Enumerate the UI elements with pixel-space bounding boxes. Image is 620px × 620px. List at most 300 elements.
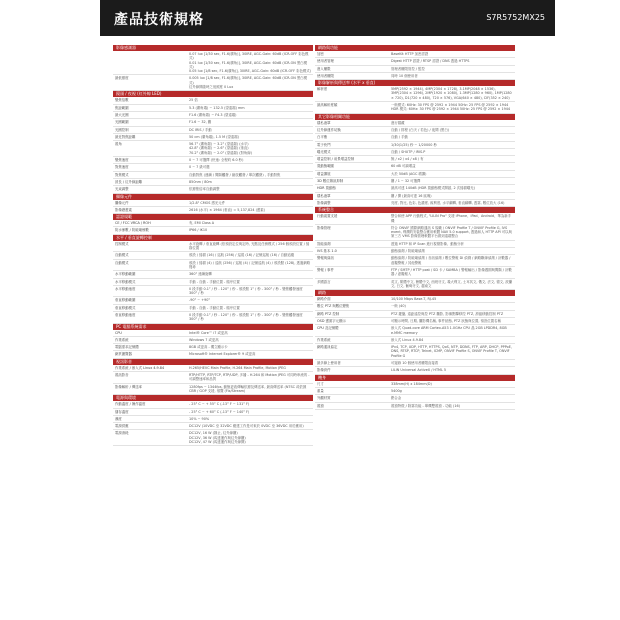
- spec-row: [113, 271, 313, 278]
- spec-row: [315, 403, 515, 410]
- spec-label: 網路介面: [317, 297, 331, 302]
- spec-row: [113, 112, 313, 119]
- spec-value: [389, 381, 515, 387]
- spec-label: 電腦需求記憶體: [115, 345, 139, 350]
- spec-row: [113, 344, 313, 351]
- spec-value-line: 管理者權限管控 / 監控: [391, 66, 425, 71]
- spec-row: [315, 325, 515, 337]
- spec-value-line: 大於 50dB (AGC 增擴): [391, 171, 427, 176]
- spec-value-line: 手動 - 自動 - 手動位置 - 循序位置: [189, 279, 240, 284]
- spec-value-line: 一般 (40): [391, 304, 406, 309]
- spec-value: [187, 164, 313, 170]
- spec-label: 視角: [115, 142, 122, 147]
- spec-row: [315, 395, 515, 402]
- spec-label: 智能偵測: [317, 241, 331, 246]
- spec-label: 影像套件: [317, 368, 331, 373]
- spec-value-line: H.265/HEVC Main Profile, H.264 Main Profile, Motion JPEG: [189, 365, 286, 370]
- section-header: 影像感測器: [113, 45, 313, 51]
- spec-value: [389, 142, 515, 148]
- spec-value: [187, 141, 313, 156]
- spec-value-line: 5MP(2592 × 1944), 4MP(2304 × 1728), 3.1MP(2048 × 1536), 3MP(2304 × 1296), 2MP(1920 × 1080), 1.3MP(1280 × 960), 1MP(1280 × 720), D1(720 × 480), 720 × 576), VGA(640 × 480), CIF(352 × 240): [391, 87, 512, 100]
- spec-value: [389, 241, 515, 247]
- spec-label: 視窗: [317, 403, 324, 408]
- spec-value-line: 0.05 lux [1/8 sec, F1.6(廣角)], 30IRE, AGC-Gain: 60dB (ICR-OFF 彩色模式): [189, 69, 311, 74]
- spec-label: 垂直移動範圍: [115, 298, 136, 303]
- spec-label: 電源供應: [115, 424, 129, 429]
- spec-row: [315, 318, 515, 325]
- spec-row: [315, 58, 515, 65]
- spec-value: [187, 179, 313, 185]
- spec-value: [187, 75, 313, 90]
- spec-value: [187, 200, 313, 206]
- spec-label: 曝光模式: [317, 149, 331, 154]
- spec-value-line: DC12V, 47 W (馬達運作與紅外線開): [189, 440, 246, 445]
- spec-label: HDR 寬動態: [317, 186, 336, 191]
- spec-label: 進入權限: [317, 66, 331, 71]
- spec-label: 對焦速度: [115, 165, 129, 170]
- spec-value: [187, 416, 313, 422]
- spec-label: 多國語言: [317, 279, 331, 284]
- spec-value-line: 1/30(1/25) 秒 ~ 1/20000 秒: [391, 142, 437, 147]
- spec-value-line: Digest HTTP 認證 / RTSP 認證 / DNS 透過 HTTPS: [391, 59, 470, 64]
- spec-value-line: 預設 / 掃描 (16) / 巡航 (256) / 巡視 (16) / 記憶巡航 (16) / 自動追蹤: [189, 253, 295, 258]
- spec-label: 解析度: [317, 87, 328, 92]
- spec-row: [113, 330, 313, 337]
- spec-row: [113, 409, 313, 416]
- spec-value-line: 0 段手動 0.1° / 秒 - 120° / 秒 - 預設點 1° / 秒 - 300° / 秒 - 變焦觸發速度 300° / 秒: [189, 312, 303, 322]
- spec-value: [187, 372, 313, 383]
- spec-value-line: - 25° C ~ + 60° C (-13° F ~ 140° F): [189, 409, 250, 414]
- spec-value-line: 手動 - 自動 - 手動位置 - 循序位置: [189, 305, 240, 310]
- spec-value-line: 自動 / SHUTP / IRIS.P: [391, 149, 426, 154]
- spec-value-line: Intel® Core™ i7 或更高: [189, 330, 228, 335]
- spec-value-line: Microsoft® Internet Explorer® 9 或更高: [189, 352, 256, 357]
- spec-label: 網路 PTZ 控制: [317, 311, 340, 316]
- spec-label: 增益控制 / 前景增益控制: [317, 157, 355, 162]
- section-header: 網路與功能: [315, 45, 515, 51]
- spec-value: [187, 330, 313, 336]
- spec-label: 作業系統: [317, 337, 331, 342]
- spec-label: OSD 畫面字元顯示: [317, 318, 346, 323]
- spec-value-line: BaseKit HTTP 加密認證: [391, 52, 429, 56]
- spec-value-line: 一般模式: 60Hz: 30 FPS @ 2592 × 1944 50Hz: 25 FPS @ 2592 × 1944: [391, 103, 509, 108]
- spec-row: [113, 312, 313, 324]
- spec-value: [389, 248, 515, 254]
- spec-row: [113, 179, 313, 186]
- spec-label: 數位 PTZ 與數位變焦: [317, 304, 350, 309]
- spec-row: [315, 360, 515, 367]
- section-header: 攝像元件: [113, 194, 313, 200]
- spec-label: 變焦倍數: [115, 98, 129, 103]
- spec-value: [187, 241, 313, 252]
- spec-row: [315, 303, 515, 310]
- spec-value-line: 60 dB 可調增益: [391, 164, 416, 169]
- spec-label: 光圈範圍: [115, 120, 129, 125]
- spec-label: 自動模式: [115, 253, 129, 258]
- spec-value: [389, 318, 515, 324]
- spec-value: [187, 337, 313, 343]
- spec-label: 最高解析度幀: [317, 103, 338, 108]
- spec-row: [113, 401, 313, 408]
- spec-value: [187, 344, 313, 350]
- spec-label: 攝像元件: [115, 200, 129, 205]
- spec-row: [315, 142, 515, 149]
- spec-value: [187, 51, 313, 74]
- spec-row: [315, 225, 515, 241]
- spec-value-line: 360° 連續旋轉: [189, 272, 212, 277]
- spec-row: [113, 241, 313, 253]
- spec-value-line: F1.6 ~ 32, 關: [189, 120, 212, 125]
- spec-label: 對焦模式: [115, 172, 129, 177]
- spec-value: [187, 312, 313, 323]
- spec-value-line: 338mm(H) x 184mm(D): [391, 381, 432, 386]
- spec-label: 最多線上使用者: [317, 361, 341, 366]
- spec-value: [389, 337, 515, 343]
- spec-value-line: 視窗特徵 / 除霧功能 - 單機雙視窗 - 功能 (16): [391, 403, 460, 408]
- spec-label: 網頁瀏覽器: [115, 352, 132, 357]
- spec-value: [187, 401, 313, 407]
- spec-value: [187, 279, 313, 285]
- spec-row: [113, 119, 313, 126]
- spec-value: [389, 178, 515, 184]
- spec-value-line: 50 cm (廣角端), 1.5 M (望遠端): [189, 134, 239, 139]
- spec-value-line: -90° ~ +90°: [189, 298, 211, 303]
- spec-value: [187, 186, 313, 192]
- spec-value-line: 依據焦倍率自動調整: [189, 187, 220, 192]
- section-header: PC 電腦系統需求: [113, 324, 313, 330]
- spec-value-line: 亮度, 對比, 色彩, 色濃度, 銳利度, 水平翻轉, 垂直翻轉, 透霧, 數位放大 (16): [391, 200, 505, 205]
- spec-row: [315, 200, 515, 207]
- spec-value-line: 透過 HTTP 和 IP Scan 進行視覺影像、動態分析: [391, 241, 464, 246]
- section-header: 電源與環境: [113, 395, 313, 401]
- spec-label: 加密: [317, 52, 324, 56]
- spec-value: [389, 73, 515, 79]
- spec-label: 尺寸: [317, 381, 324, 386]
- spec-value-line: 10% ~ 90%: [189, 416, 210, 421]
- spec-row: [315, 311, 515, 318]
- spec-value-line: DC12V, 16 W (靜止, 紅外線關): [189, 431, 238, 436]
- spec-label: 焦距範圍: [115, 105, 129, 110]
- spec-value-line: 0.01 lux [1/30 sec, F1.6(廣角)], 30IRE, AGC-Gain: 60dB (ICR-ON 黑白模式): [189, 60, 308, 69]
- spec-label: 波長 / 紅外線距離: [115, 179, 143, 184]
- spec-value-line: 水平旋轉 / 垂直旋轉 (依預設定位與定時, 光點及任務模式 / 256 個預設位置 / 掃描位置: [189, 241, 310, 251]
- spec-label: 影像管理: [317, 225, 331, 230]
- spec-value-line: 預設 / 掃描 (4) / 巡航 (256) / 巡航 (4) / 記憶巡航 (4) / 預設點 (128), 透過網路搜尋: [189, 260, 311, 269]
- spec-row: [315, 185, 515, 192]
- spec-row: [113, 286, 313, 298]
- spec-label: 防水係數 / 防破壞係數: [115, 228, 149, 233]
- spec-value: [187, 157, 313, 163]
- spec-label: 寬動態範圍: [317, 164, 334, 169]
- spec-row: [113, 97, 313, 104]
- spec-value-line: RTP/HTTP, RTP/TCP, RTP/UDP, 多播 - H.264 和 Motion JPEG 可同時串流的 - 可調整速率和品質: [189, 373, 310, 382]
- spec-value-line: 0 ~ 7 可選擇 (快速: 全程約 6.0 秒): [189, 158, 244, 163]
- header-bar: [100, 0, 555, 36]
- spec-value: [389, 303, 515, 309]
- spec-value-line: 0 ~ 7 級可選: [189, 165, 210, 170]
- spec-value: [187, 227, 313, 233]
- spec-value-line: FTP / SMTP / HTTP post / SD 卡 / SAMBA / 警報輸出 / 影像週期與間隔 / 計數器 / 虛擬報入: [391, 267, 512, 277]
- spec-value-line: 紅外線開啟時之低照度 0 Lux: [189, 85, 234, 90]
- spec-value-line: 1/2.8" CMOS 感光元件: [189, 200, 226, 205]
- spec-row: [113, 200, 313, 207]
- spec-row: [113, 384, 313, 396]
- spec-row: [315, 66, 515, 73]
- spec-row: [315, 344, 515, 360]
- spec-value-line: DC12V (10VDC 至 32VDC 應建工作是可來於 0VDC 至 36VDC 用於應用): [189, 424, 304, 429]
- spec-label: [113, 51, 187, 74]
- spec-value-line: IP66 / IK10: [189, 228, 208, 233]
- spec-row: [113, 430, 313, 446]
- spec-value: [389, 311, 515, 317]
- spec-row: [113, 186, 313, 193]
- spec-value: [187, 127, 313, 133]
- spec-value: [187, 112, 313, 118]
- section-header: 水平 / 垂直旋轉控制: [113, 235, 313, 241]
- spec-label: 垂直移動速度: [115, 312, 136, 317]
- spec-row: [315, 73, 515, 80]
- section-header: 其它影像相關功能: [315, 114, 515, 120]
- spec-value: [187, 271, 313, 277]
- spec-row: [113, 141, 313, 157]
- spec-label: 光束調整: [115, 187, 129, 192]
- spec-value-line: 70.2° (廣角端) ~ 2.0° (望遠端) (對角線): [189, 150, 253, 155]
- spec-value-line: 英文, 繁體中文, 簡體中文, 西班牙文, 義大利文, 土耳其文, 俄文, 法文, 德文, 波蘭文, 日文, 葡萄牙文, 越南文: [391, 279, 513, 288]
- spec-row: [113, 305, 313, 312]
- spec-row: [315, 156, 515, 163]
- spec-value: [389, 296, 515, 302]
- spec-value-line: 整合和使 APP 行動程式, "LILIN Pro" 支援 iPhone、iPad、Android、華為新手機: [391, 214, 512, 223]
- spec-value: [389, 403, 515, 409]
- spec-value-line: 自動 / 排程 (白天 / 若色) / 夜間 (黑白): [391, 127, 450, 132]
- spec-row: [315, 267, 515, 279]
- spec-value: [187, 409, 313, 415]
- spec-row: [315, 255, 515, 267]
- spec-label: 紅外線運作切換: [317, 127, 341, 132]
- section-header: 視訊影音: [113, 359, 313, 365]
- spec-row: [315, 149, 515, 156]
- spec-value-line: 符合 ONVIF 國際網路通訊 S 規範 / ONVIF Profile T / ONVIF Profile G, IVS event, 利潤的安裝整合應用軟體 NAV 5.0 support, 透過和人 HTTP API 可以與第三方 VMS 影像管理軟體平台做到遠端整合: [391, 225, 512, 239]
- spec-row: [315, 279, 515, 291]
- spec-value-line: 8GB 或更高 - 獨立顯示卡: [189, 345, 228, 350]
- spec-value-line: 關 / 1 ~ 32 可選擇: [391, 179, 421, 184]
- spec-label: 儲存溫度: [115, 409, 129, 414]
- spec-row: [315, 213, 515, 225]
- spec-value: [187, 351, 313, 357]
- spec-label: 垂直移動模式: [115, 305, 136, 310]
- spec-value-line: 自動 / 手動: [391, 135, 408, 140]
- spec-row: [113, 337, 313, 344]
- spec-row: [113, 227, 313, 234]
- spec-value-line: 0 段手動 0.1° / 秒 - 120° / 秒 - 預設點 1° / 秒 - 300° / 秒 - 變焦觸發速度 300° / 秒: [189, 286, 303, 296]
- spec-value: [389, 51, 515, 57]
- spec-value-line: 嵌入式 Quad-core ARM Cortex-A53 1.0GHz CPU 晶 2GB LPDDR4, 8GB e.MMC memory: [391, 326, 507, 335]
- spec-value-line: F1.6 (廣角端) ~ F4.3 (望遠端): [189, 112, 237, 117]
- spec-row: [113, 105, 313, 112]
- spec-value: [187, 134, 313, 140]
- spec-row: [315, 193, 515, 200]
- spec-label: 外觀材質: [317, 396, 331, 401]
- spec-label: CE / FCC VRCA / ROH: [115, 221, 151, 226]
- spec-row: [113, 172, 313, 179]
- spec-label: 作動溫度 / 操作溫度: [115, 402, 146, 407]
- spec-value-line: 有, EMI Class A: [189, 221, 215, 226]
- spec-value: [187, 220, 313, 226]
- spec-value-line: 進行隱藏: [391, 120, 405, 125]
- spec-value-line: 可邊緣 10 個使用者權限直接看: [391, 361, 439, 366]
- spec-row: [315, 241, 515, 248]
- spec-label: 影像解析 / 傳送率: [115, 384, 143, 389]
- spec-value: [389, 86, 515, 101]
- spec-value: [187, 207, 313, 213]
- spec-label: 重量: [317, 388, 324, 393]
- spec-value: [389, 360, 515, 366]
- spec-value-line: 動態偵測 / 防破壞偵測 / 音訊偵測 / 數位警報 DI 偵測 / 網路斷線偵測 / 計數器 / 虛擬警報 / 其他警報: [391, 256, 511, 265]
- spec-row: [315, 86, 515, 102]
- spec-label: 水平移動模式: [115, 279, 136, 284]
- spec-value: [187, 365, 313, 371]
- section-header: 系統整合: [315, 207, 515, 213]
- spec-label: 網路通訊協定: [317, 345, 338, 350]
- spec-row: [113, 260, 313, 272]
- spec-label: 最近對焦距離: [115, 134, 136, 139]
- spec-row: [315, 127, 515, 134]
- spec-value: [187, 119, 313, 125]
- spec-value-line: DC12V, 36 W (馬達運作與紅外線關): [189, 435, 246, 440]
- spec-value-line: 0.07 lux [1/30 sec, F1.6(廣角)], 30IRE, AGC-Gain: 60dB (ICR-OFF 彩色模式): [189, 52, 309, 61]
- spec-label: 作業系統 / 嵌入式 Linux 4.9.84: [115, 365, 165, 370]
- spec-row: [315, 367, 515, 374]
- spec-value-line: 5400g: [391, 388, 402, 393]
- page-title: 產品技術規格: [114, 12, 204, 28]
- model-number: S7R5752MX25: [486, 13, 545, 22]
- spec-label: 警報 / 事件: [317, 267, 334, 272]
- spec-label: 水平移動速度: [115, 286, 136, 291]
- spec-label: 增益擴展: [317, 171, 331, 176]
- spec-value-line: - 25° C ~ + 55° C (-13° F ~ 131° F): [189, 402, 250, 407]
- spec-row: [113, 164, 313, 171]
- spec-row: [315, 337, 515, 344]
- spec-value-line: 無 / x2 / x4 / x8 / 有: [391, 157, 424, 162]
- spec-row: [113, 416, 313, 423]
- spec-value-line: 動態偵測 / 防破壞偵測: [391, 249, 425, 254]
- spec-label: 最大光圈: [115, 112, 129, 117]
- spec-row: [113, 372, 313, 384]
- spec-row: [315, 134, 515, 141]
- spec-value-line: IPv4, TCP, UDP, HTTP, HTTPS, QoS, NTP, DDNS, FTP, ARP, DHCP, PPPoE, DNS, RTSP, RTCP, Telnet, ICMP, ONVIF Profile S, ONVIF Profile T, ONVIF Profile G: [391, 345, 512, 358]
- spec-label: 行動裝置支援: [317, 214, 338, 219]
- spec-value-line: 25 倍: [189, 98, 198, 103]
- spec-value-line: 5.3 (廣角端) ~ 132.5 (望遠端) mm: [189, 105, 245, 110]
- spec-value: [389, 279, 515, 290]
- spec-label: 隱私遮罩: [317, 193, 331, 198]
- spec-value-line: 850nm / 80m: [189, 179, 212, 184]
- section-header: 網路: [315, 290, 515, 296]
- spec-label: 自動模式: [115, 260, 129, 265]
- spec-row: [113, 423, 313, 430]
- spec-value-line: 關 / 開 (最高可達 16 區塊): [391, 193, 432, 198]
- spec-label: 使用者管理: [317, 59, 334, 64]
- spec-value-line: 56.7° (廣角端) ~ 3.2° (望遠端) (水平): [189, 142, 249, 147]
- spec-value: [389, 185, 515, 191]
- spec-label: 控制模式: [115, 241, 129, 246]
- spec-label: 視訊影音: [115, 373, 129, 378]
- right-spec-column: [315, 45, 515, 410]
- spec-value-line: 0.005 lux [1/8 sec, F1.6(廣角)], 30IRE, AGC-Gain: 60dB (ICR-ON 黑白模式): [189, 76, 308, 85]
- spec-value: [389, 388, 515, 394]
- spec-value-line: 1280fps ~ 1344fps, 動態更改傳輸依據及傳送率, 最高傳送率 (NTSC 或依據 CBR / GOP 支援, 預覽 (Fix/Stream): [189, 384, 307, 393]
- spec-value: [389, 225, 515, 240]
- spec-value: [187, 430, 313, 445]
- spec-value-line: 42.8° (廣角端) ~ 2.6° (望遠端) (垂直): [189, 146, 249, 151]
- spec-label: CPU: [115, 330, 122, 335]
- spec-label: 濕度: [115, 416, 122, 421]
- spec-value: [389, 171, 515, 177]
- spec-value: [187, 305, 313, 311]
- spec-label: 電源消耗: [115, 431, 129, 436]
- spec-value: [389, 163, 515, 169]
- spec-value: [187, 384, 313, 395]
- spec-value: [389, 200, 515, 206]
- spec-row: [315, 51, 515, 58]
- spec-row: [315, 248, 515, 255]
- spec-value: [187, 105, 313, 111]
- spec-value-line: Windows 7 或更高: [189, 337, 219, 342]
- spec-value-line: 嵌入式 Linux 4.9.84: [391, 337, 424, 342]
- spec-row: [315, 102, 515, 114]
- spec-row: [315, 388, 515, 395]
- spec-value: [389, 395, 515, 401]
- spec-label: 電子快門: [317, 142, 331, 147]
- left-spec-column: [113, 45, 313, 446]
- spec-value: [187, 286, 313, 297]
- spec-value-line: 10/100 Mbps Base-T, RJ-45: [391, 297, 437, 302]
- spec-label: 作業系統: [115, 337, 129, 342]
- spec-value: [389, 213, 515, 224]
- spec-value: [389, 267, 515, 278]
- spec-value-line: 可顯示時間, 日期, 攝影機名稱, 事件狀態, PTZ 狀態與位置, 預設位置名稱: [391, 318, 501, 323]
- spec-value: [389, 344, 515, 359]
- section-header: 認證規範: [113, 214, 313, 220]
- spec-value: [187, 252, 313, 258]
- spec-value: [389, 193, 515, 199]
- spec-value-line: PTZ 鍵盤, 遠距遙控與控 PTZ 攝影, 影像點擊移控 PTZ, 滑鼠移動控制 PTZ: [391, 311, 504, 316]
- spec-row: [113, 252, 313, 259]
- spec-row: [113, 207, 313, 214]
- spec-value-line: LILIN Universal ActiveX / HTML 5: [391, 368, 447, 373]
- spec-row: [113, 157, 313, 164]
- spec-value: [389, 120, 515, 126]
- spec-value-line: 最高可達 140dB (HDR 寬動態模式開啟, 2 次掃描曝光): [391, 186, 475, 191]
- spec-value: [187, 423, 313, 429]
- spec-row: [315, 178, 515, 185]
- spec-row: [113, 365, 313, 372]
- spec-row: [113, 51, 313, 75]
- spec-label: 最低照度: [115, 76, 129, 81]
- spec-label: 3D 數位雜訊抑制: [317, 179, 344, 184]
- spec-label: 影像調整: [317, 200, 331, 205]
- spec-value: [187, 297, 313, 303]
- spec-value: [389, 149, 515, 155]
- spec-row: [315, 120, 515, 127]
- spec-label: 光圈控制: [115, 127, 129, 132]
- spec-row: [113, 220, 313, 227]
- spec-row: [315, 163, 515, 170]
- spec-value: [389, 367, 515, 373]
- spec-value: [389, 58, 515, 64]
- spec-label: 使用者權限: [317, 73, 334, 78]
- spec-row: [113, 134, 313, 141]
